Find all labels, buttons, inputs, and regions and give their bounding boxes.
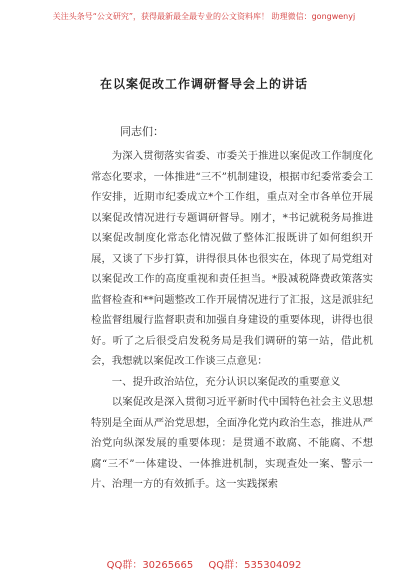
salutation: 同志们： <box>120 125 164 138</box>
footer-contacts <box>0 556 408 571</box>
document-body <box>91 146 373 495</box>
header-notice: 关注头条号“公文研究”，获得最新最全最专业的公文资料库！ 助理微信：gongwenyj <box>52 12 356 21</box>
qq-group-2: QQ群：535304092 <box>208 560 302 571</box>
document-title: 在以案促改工作调研督导会上的讲话 <box>99 77 308 91</box>
section-heading-1: 一、提升政治站位，充分认识以案促改的重要意义 <box>111 375 341 388</box>
paragraph-section-1: 以案促改是深入贯彻习近平新时代中国特色社会主义思想特别是全面从严治党思想，全面净化党内政治生态，推进从严治党向纵深发展的重要体现：是贯通不敢腐、不能腐、不想腐“三不”一体建设、一体推进机制，实现查处一案、警示一片、治理一方的有效抓手。这一实践探索 <box>91 396 373 490</box>
qq-group-1: QQ群：30265665 <box>106 560 194 571</box>
paragraph-intro: 为深入贯彻落实省委、市委关于推进以案促改工作制度化常态化要求，一体推进“三不”机制建设，根据市纪委常委会工作安排，近期市纪委成立*个工作组，重点对全市各单位开展以案促改情况进行专题调研督导。刚才，*书记就税务局推进以案促改制度化常态化情况做了整体汇报既讲了如何组织开展，又谈了下步打算，讲得很具体也很实在，体现了局党组对以案促改工作的高度重视和责任担当。*股减税降费政策落实监督检查和**问题整改工作开展情况进行了汇报，这是派驻纪检监督组履行监督职责和加强自身建设的重要体现，讲得也很好。听了之后很受启发税务局是我们调研的第一站，借此机会，我想就以案促改工作谈三点意见： <box>91 150 373 367</box>
